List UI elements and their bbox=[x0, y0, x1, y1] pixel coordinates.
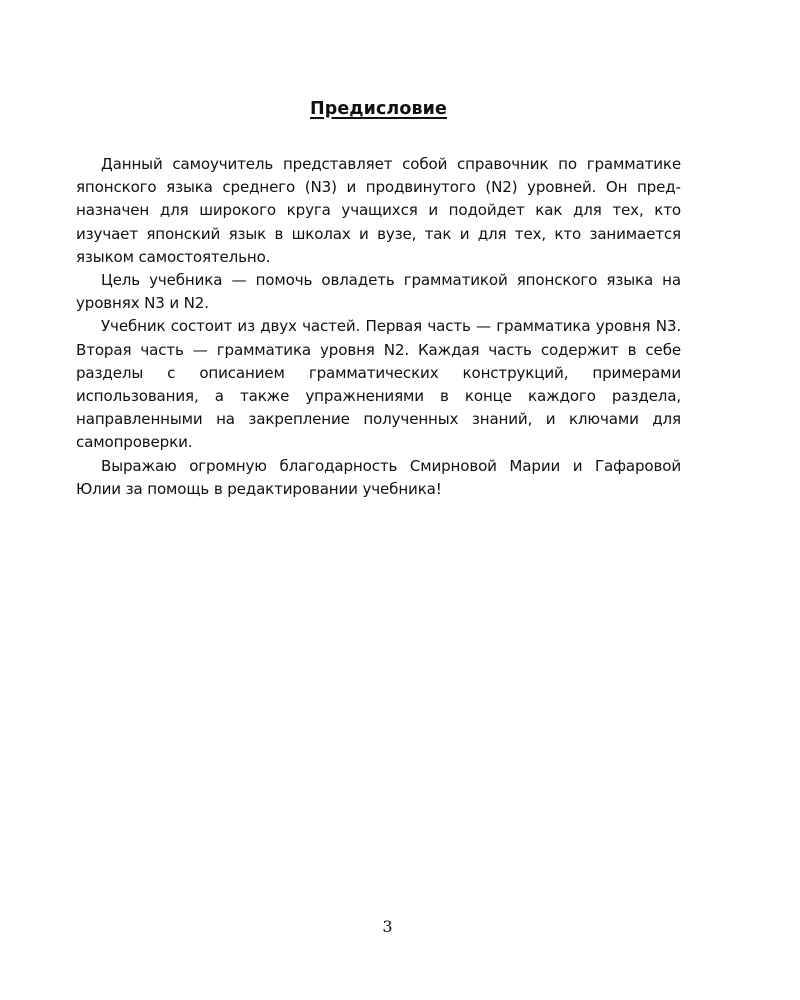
preface-body bbox=[76, 153, 681, 501]
paragraph-acknowledgements: Выражаю огромную благодарность Смирновой Марии и Гафаровой Юлии за помощь в редактировании учебника! bbox=[76, 456, 681, 498]
paragraph-intro: Данный самоучитель представляет собой справочник по грамматике японского языка среднего (N3) и продвинутого (N2) уровней. Он предназначен для широкого круга учащихся и подойдет как для тех, кто изучает японский язык в школах и вузе, так и для тех, кто занимается языком самостоятельно. bbox=[76, 155, 681, 266]
paragraph-structure: Учебник состоит из двух частей. Первая часть — грамматика уровня N3. Вторая часть — грамматика уровня N2. Каждая часть содержит в себе разделы с описанием грамматических конструкций, примерами использования, а также упражнениями в конце каждого раздела, направленными на закрепление полученных знаний, и ключами для самопроверки. bbox=[76, 317, 681, 452]
page-number: 3 bbox=[382, 917, 393, 936]
paragraph-goal: Цель учебника — помочь овладеть грамматикой японского языка на уровнях N3 и N2. bbox=[76, 271, 681, 313]
page-title: Предисловие bbox=[310, 99, 447, 119]
